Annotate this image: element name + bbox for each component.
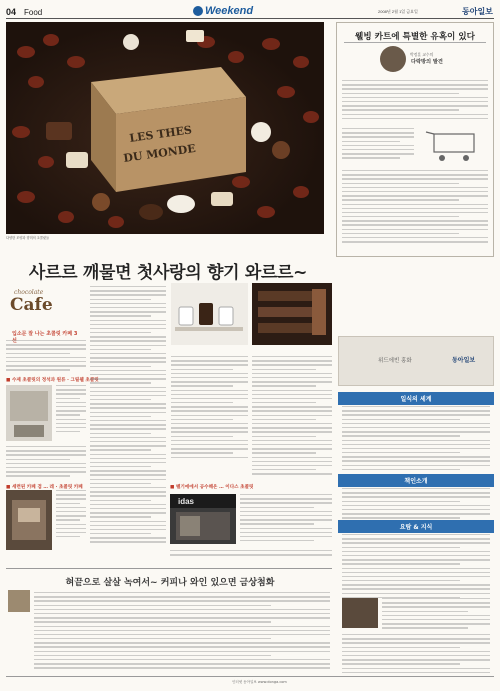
- logo-large-text: Cafe: [10, 295, 53, 315]
- body-col-4c: [170, 550, 332, 558]
- section-head-1: ■ 수제 초콜릿의 정석과 원류 · 그릴웰 초콜릿: [6, 378, 99, 383]
- column-body: [342, 80, 488, 122]
- photo-caption: 다양한 모양과 향미의 초콜릿들: [6, 236, 50, 240]
- sidebar-head-2: 책인소개: [338, 474, 494, 487]
- body-col-2: [90, 286, 166, 546]
- section-head-3: ■ 벨기에에서 공수해온 … 이다스 초콜릿: [170, 485, 254, 490]
- logo-small-text: chocolate: [14, 289, 44, 296]
- body-col-1d: [56, 490, 86, 540]
- sidebar-panel-2: [338, 474, 494, 487]
- body-col-4b: [240, 494, 332, 544]
- column-author-name: 다락방의 발견: [411, 59, 443, 65]
- sidebar-head-3: 요람 & 지식: [338, 520, 494, 533]
- sidebar-body-5: [342, 634, 490, 676]
- store-photo: [170, 494, 236, 544]
- sidebar-head-1: 일식의 세계: [338, 392, 494, 405]
- body-col-3: [171, 356, 248, 461]
- bottom-headline: 혀끝으로 살살 녹여서~ 커피나 와인 있으면 금상첨화: [65, 578, 275, 588]
- body-col-4: [252, 356, 332, 477]
- shopping-cart-illustration: [418, 128, 488, 164]
- sidebar-body-4: [382, 598, 490, 632]
- chocolate-photo: [6, 22, 324, 234]
- shop-photo-2: [6, 490, 52, 550]
- svg-text:idas: idas: [178, 497, 195, 506]
- body-col-1c: [6, 446, 86, 480]
- sidebar-panel-1: [338, 392, 494, 405]
- cups-photo: [171, 283, 248, 345]
- section-name: Food: [24, 8, 43, 17]
- page-number: 04: [6, 7, 17, 17]
- column-body-2: [342, 128, 414, 162]
- box-label-1: LES THES: [128, 123, 193, 145]
- bottom-body: [34, 592, 330, 672]
- small-food-photo: [8, 590, 30, 612]
- body-col-1: [6, 340, 86, 374]
- main-headline: 사르르 깨물면 첫사랑의 향기 와르르~: [28, 263, 308, 283]
- column-body-3: [342, 170, 488, 245]
- weekend-logo-icon: [193, 6, 203, 16]
- shelf-photo: [252, 283, 332, 345]
- sidebar-body-3: [342, 534, 490, 601]
- ad-text: 위드에빈 홍화: [378, 358, 412, 364]
- sidebar-body-2: [342, 488, 490, 522]
- column-title: 웰빙 카트에 특별한 유혹이 있다: [355, 32, 475, 42]
- issue-date: 2008년 2월 1일 금요일: [378, 9, 418, 14]
- footer-text: 인터넷 동아일보 www.donga.com: [232, 680, 287, 684]
- sub-title: 입소문 잘 나는 초콜릿 카페 3선: [12, 331, 78, 344]
- shop-photo-1: [6, 385, 52, 441]
- ad-logo: 동아일보: [452, 358, 476, 364]
- body-col-1b: [56, 385, 86, 435]
- box-label-2: DU MONDE: [122, 141, 197, 165]
- sidebar-photo: [342, 598, 378, 628]
- newspaper-logo: 동아일보: [462, 7, 493, 16]
- column-author-role: 박정훈 교수의: [410, 52, 434, 57]
- author-portrait: [380, 46, 406, 72]
- sidebar-panel-3: [338, 520, 494, 533]
- weekend-title: Weekend: [205, 5, 254, 17]
- section-head-2: ■ 세련된 카페 겸 … 레 · 초콜릿 카페: [6, 485, 83, 490]
- sidebar-body-1: [342, 406, 490, 473]
